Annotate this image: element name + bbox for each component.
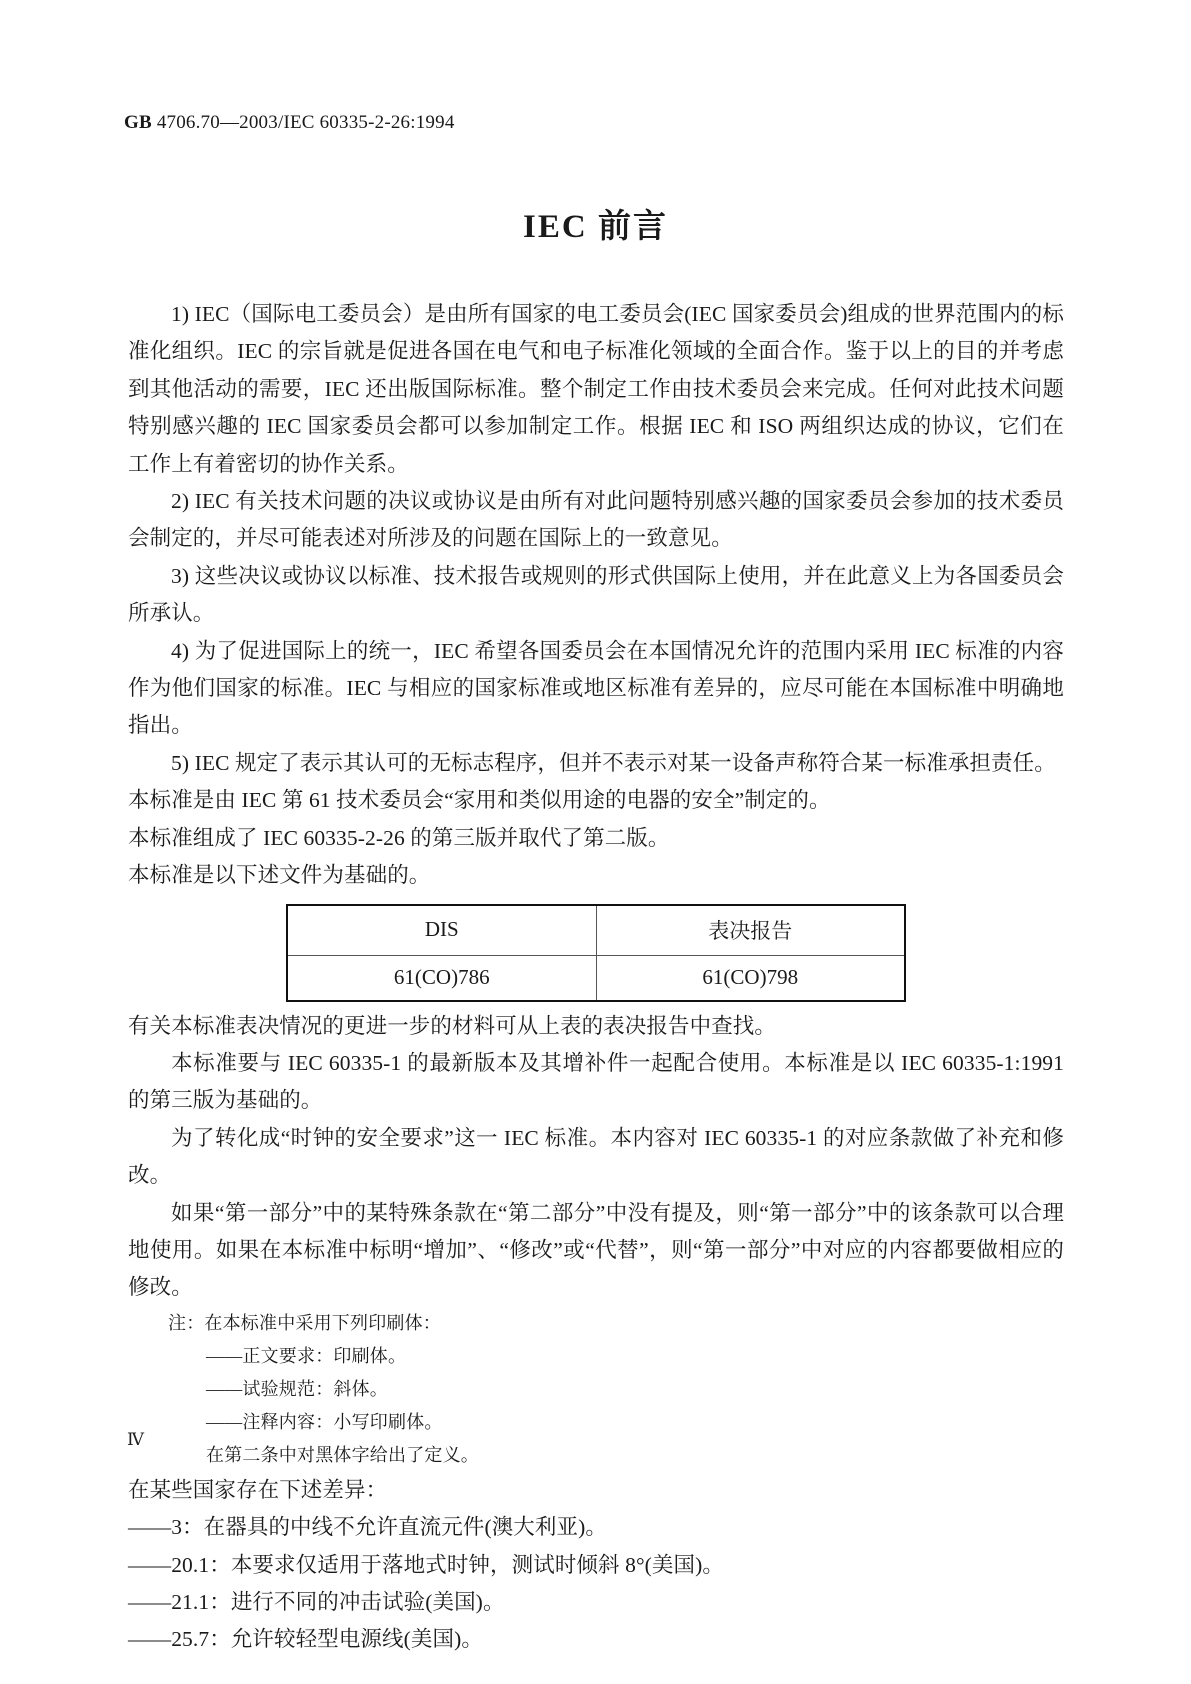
paragraph-iec-1: 1) IEC（国际电工委员会）是由所有国家的电工委员会(IEC 国家委员会)组成的世界范围内的标准化组织。IEC 的宗旨就是促进各国在电气和电子标准化领域的全面合作。鉴于以上的目的并考虑到其他活动的需要，IEC 还出版国际标准。整个制定工作由技术委员会来完成。任何对此技术问题特别感兴趣的 IEC 国家委员会都可以参加制定工作。根据 IEC 和 ISO 两组织达成的协议，它们在工作上有着密切的协作关系。 bbox=[128, 302, 1064, 476]
standard-prefix: GB bbox=[124, 112, 152, 133]
note-trailer-bold-definition: 在第二条中对黑体字给出了定义。 bbox=[206, 1444, 479, 1465]
paragraph-vote-material: 有关本标准表决情况的更进一步的材料可从上表的表决报告中查找。 bbox=[128, 1013, 777, 1038]
page-number: Ⅳ bbox=[127, 1430, 144, 1449]
difference-item-clause-20-1: ——20.1：本要求仅适用于落地式时钟，测试时倾斜 8°(美国)。 bbox=[128, 1552, 724, 1577]
document-body bbox=[128, 296, 1064, 1659]
vote-table bbox=[286, 904, 906, 1002]
paragraph-use-with-part1: 本标准要与 IEC 60335-1 的最新版本及其增补件一起配合使用。本标准是以 IEC 60335-1:1991 的第三版为基础的。 bbox=[128, 1050, 1064, 1113]
note-item-annotation: ——注释内容：小写印刷体。 bbox=[206, 1411, 443, 1432]
statement-committee: 本标准是由 IEC 第 61 技术委员会“家用和类似用途的电器的安全”制定的。 bbox=[128, 788, 831, 813]
note-item-body-text: ——正文要求：印刷体。 bbox=[206, 1345, 407, 1366]
standard-number-value: 4706.70—2003/IEC 60335-2-26:1994 bbox=[156, 112, 455, 133]
table-cell-dis-number: 61(CO)786 bbox=[287, 955, 596, 1001]
difference-item-clause-3: ——3：在器具的中线不允许直流元件(澳大利亚)。 bbox=[128, 1515, 607, 1540]
table-header-dis: DIS bbox=[287, 905, 596, 956]
difference-item-clause-21-1: ——21.1：进行不同的冲击试验(美国)。 bbox=[128, 1589, 505, 1614]
paragraph-iec-2: 2) IEC 有关技术问题的决议或协议是由所有对此问题特别感兴趣的国家委员会参加的技术委员会制定的，并尽可能表述对所涉及的问题在国际上的一致意见。 bbox=[128, 489, 1064, 551]
statement-basis: 本标准是以下述文件为基础的。 bbox=[128, 863, 431, 888]
paragraph-part-usage: 如果“第一部分”中的某特殊条款在“第二部分”中没有提及，则“第一部分”中的该条款可以合理地使用。如果在本标准中标明“增加”、“修改”或“代替”，则“第一部分”中对应的内容都要做相应的修改。 bbox=[128, 1200, 1064, 1300]
paragraph-clock-safety: 为了转化成“时钟的安全要求”这一 IEC 标准。本内容对 IEC 60335-1 的对应条款做了补充和修改。 bbox=[128, 1125, 1064, 1188]
note-lead: 注：在本标准中采用下列印刷体： bbox=[168, 1312, 441, 1333]
table-header-vote-report: 表决报告 bbox=[596, 905, 905, 956]
page-title: IEC 前言 bbox=[523, 209, 668, 245]
difference-item-clause-25-7: ——25.7：允许较轻型电源线(美国)。 bbox=[128, 1627, 483, 1652]
paragraph-iec-3: 3) 这些决议或协议以标准、技术报告或规则的形式供国际上使用，并在此意义上为各国委员会所承认。 bbox=[128, 563, 1064, 626]
table-row bbox=[287, 955, 905, 1001]
table-cell-vote-report-number: 61(CO)798 bbox=[596, 955, 905, 1001]
statement-edition: 本标准组成了 IEC 60335-2-26 的第三版并取代了第二版。 bbox=[128, 825, 670, 850]
vote-table-container bbox=[128, 895, 1064, 1008]
paragraph-iec-5: 5) IEC 规定了表示其认可的无标志程序，但并不表示对某一设备声称符合某一标准承担责任。 bbox=[171, 750, 1056, 775]
table-header-row bbox=[287, 905, 905, 956]
paragraph-iec-4: 4) 为了促进国际上的统一，IEC 希望各国委员会在本国情况允许的范围内采用 IEC 标准的内容作为他们国家的标准。IEC 与相应的国家标准或地区标准有差异的，应尽可能在本国标准中明确地指出。 bbox=[128, 638, 1064, 738]
differences-lead: 在某些国家存在下述差异： bbox=[128, 1477, 388, 1502]
running-header bbox=[124, 112, 455, 134]
note-item-test-spec: ——试验规范：斜体。 bbox=[206, 1378, 388, 1399]
